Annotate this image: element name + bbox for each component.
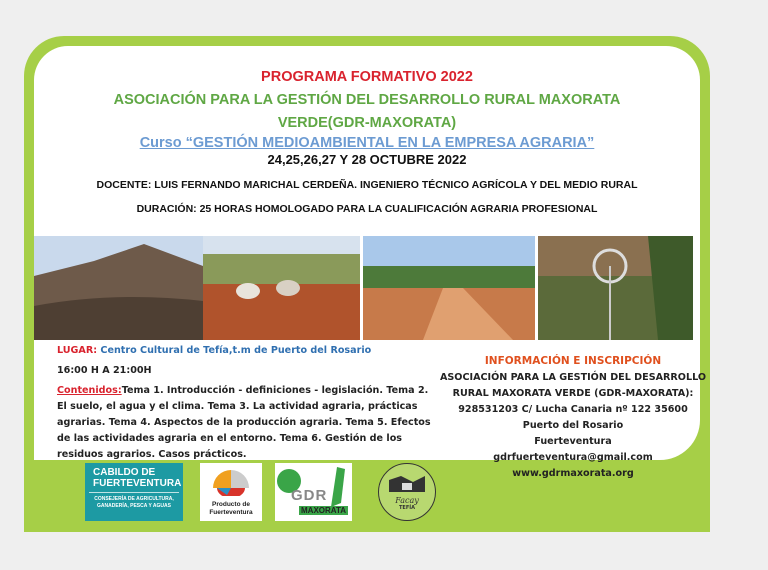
contents-label: Contenidos: [57, 385, 122, 396]
contents-line-3: agrarias. Tema 4. Aspectos de la producción agraria. Tema 5. Efectos [57, 417, 431, 428]
gdr-text: GDR [291, 487, 328, 504]
contents-line-4: de las actividades agraria en el entorno. Tema 6. Gestión de los [57, 433, 402, 444]
info-website[interactable]: www.gdrmaxorata.org [512, 468, 634, 479]
photo-windmill [538, 236, 693, 340]
duration: DURACIÓN: 25 HORAS HOMOLOGADO PARA LA CUALIFICACIÓN AGRARIA PROFESIONAL [136, 203, 598, 215]
contents-line-5: residuos agrarios. Casos prácticos. [57, 449, 247, 460]
facay-tefia-logo [378, 463, 436, 521]
facay-text: Facay [395, 496, 419, 505]
info-line-1: ASOCIACIÓN PARA LA GESTIÓN DEL DESARROLLO [439, 372, 707, 383]
info-line-2: RURAL MAXORATA VERDE (GDR-MAXORATA): [452, 388, 694, 399]
facay-house-icon [389, 474, 425, 492]
cabildo-name-2: FUERTEVENTURA [93, 478, 182, 489]
cabildo-name-1: CABILDO DE [93, 467, 156, 478]
place-value: Centro Cultural de Tefía,t.m de Puerto del Rosario [97, 345, 372, 356]
tefia-text: TEFÍA [399, 505, 415, 511]
program-title: PROGRAMA FORMATIVO 2022 [261, 69, 473, 85]
teacher: DOCENTE: LUIS FERNANDO MARICHAL CERDEÑA. INGENIERO TÉCNICO AGRÍCOLA Y DEL MEDIO RURAL [96, 179, 638, 191]
course-title[interactable]: Curso “GESTIÓN MEDIOAMBIENTAL EN LA EMPRESA AGRARIA” [139, 135, 595, 151]
org-line-1: ASOCIACIÓN PARA LA GESTIÓN DEL DESARROLLO RURAL MAXORATA [113, 92, 621, 108]
producto-emblem-icon [209, 466, 253, 496]
place-label: LUGAR: [57, 345, 98, 356]
schedule: 16:00 H A 21:00H [57, 365, 152, 376]
contents-line-1 [57, 385, 428, 396]
info-email[interactable]: gdrfuerteventura@gmail.com [493, 452, 653, 463]
photo-plough-field [203, 236, 360, 340]
info-city: Puerto del Rosario [522, 420, 624, 431]
info-title: INFORMACIÓN E INSCRIPCIÓN [484, 355, 662, 367]
org-line-2: VERDE(GDR-MAXORATA) [277, 115, 457, 131]
contents-line-2: El suelo, el agua y el clima. Tema 3. La actividad agraria, prácticas [57, 401, 418, 412]
info-island: Fuerteventura [534, 436, 612, 447]
maxorata-text: MAXORATA [301, 506, 347, 515]
cabildo-logo [85, 463, 183, 521]
info-phone-address: 928531203 C/ Lucha Canaria nº 122 35600 [458, 404, 688, 415]
contents-text-1: Tema 1. Introducción - definiciones - legislación. Tema 2. [121, 385, 429, 396]
producto-text-2: Fuerteventura [209, 509, 253, 516]
course-dates: 24,25,26,27 Y 28 OCTUBRE 2022 [267, 152, 467, 167]
photo-tree-plantation [363, 236, 535, 340]
cabildo-dept-1: CONSEJERÍA DE AGRICULTURA, [94, 496, 174, 502]
place-line [57, 345, 371, 356]
producto-fuerteventura-logo [200, 463, 262, 521]
cabildo-dept-2: GANADERÍA, PESCA Y AGUAS [97, 503, 171, 509]
photo-volcanic-landscape [34, 236, 203, 340]
producto-text-1: Producto de [212, 501, 250, 508]
gdr-maxorata-logo [275, 463, 352, 521]
